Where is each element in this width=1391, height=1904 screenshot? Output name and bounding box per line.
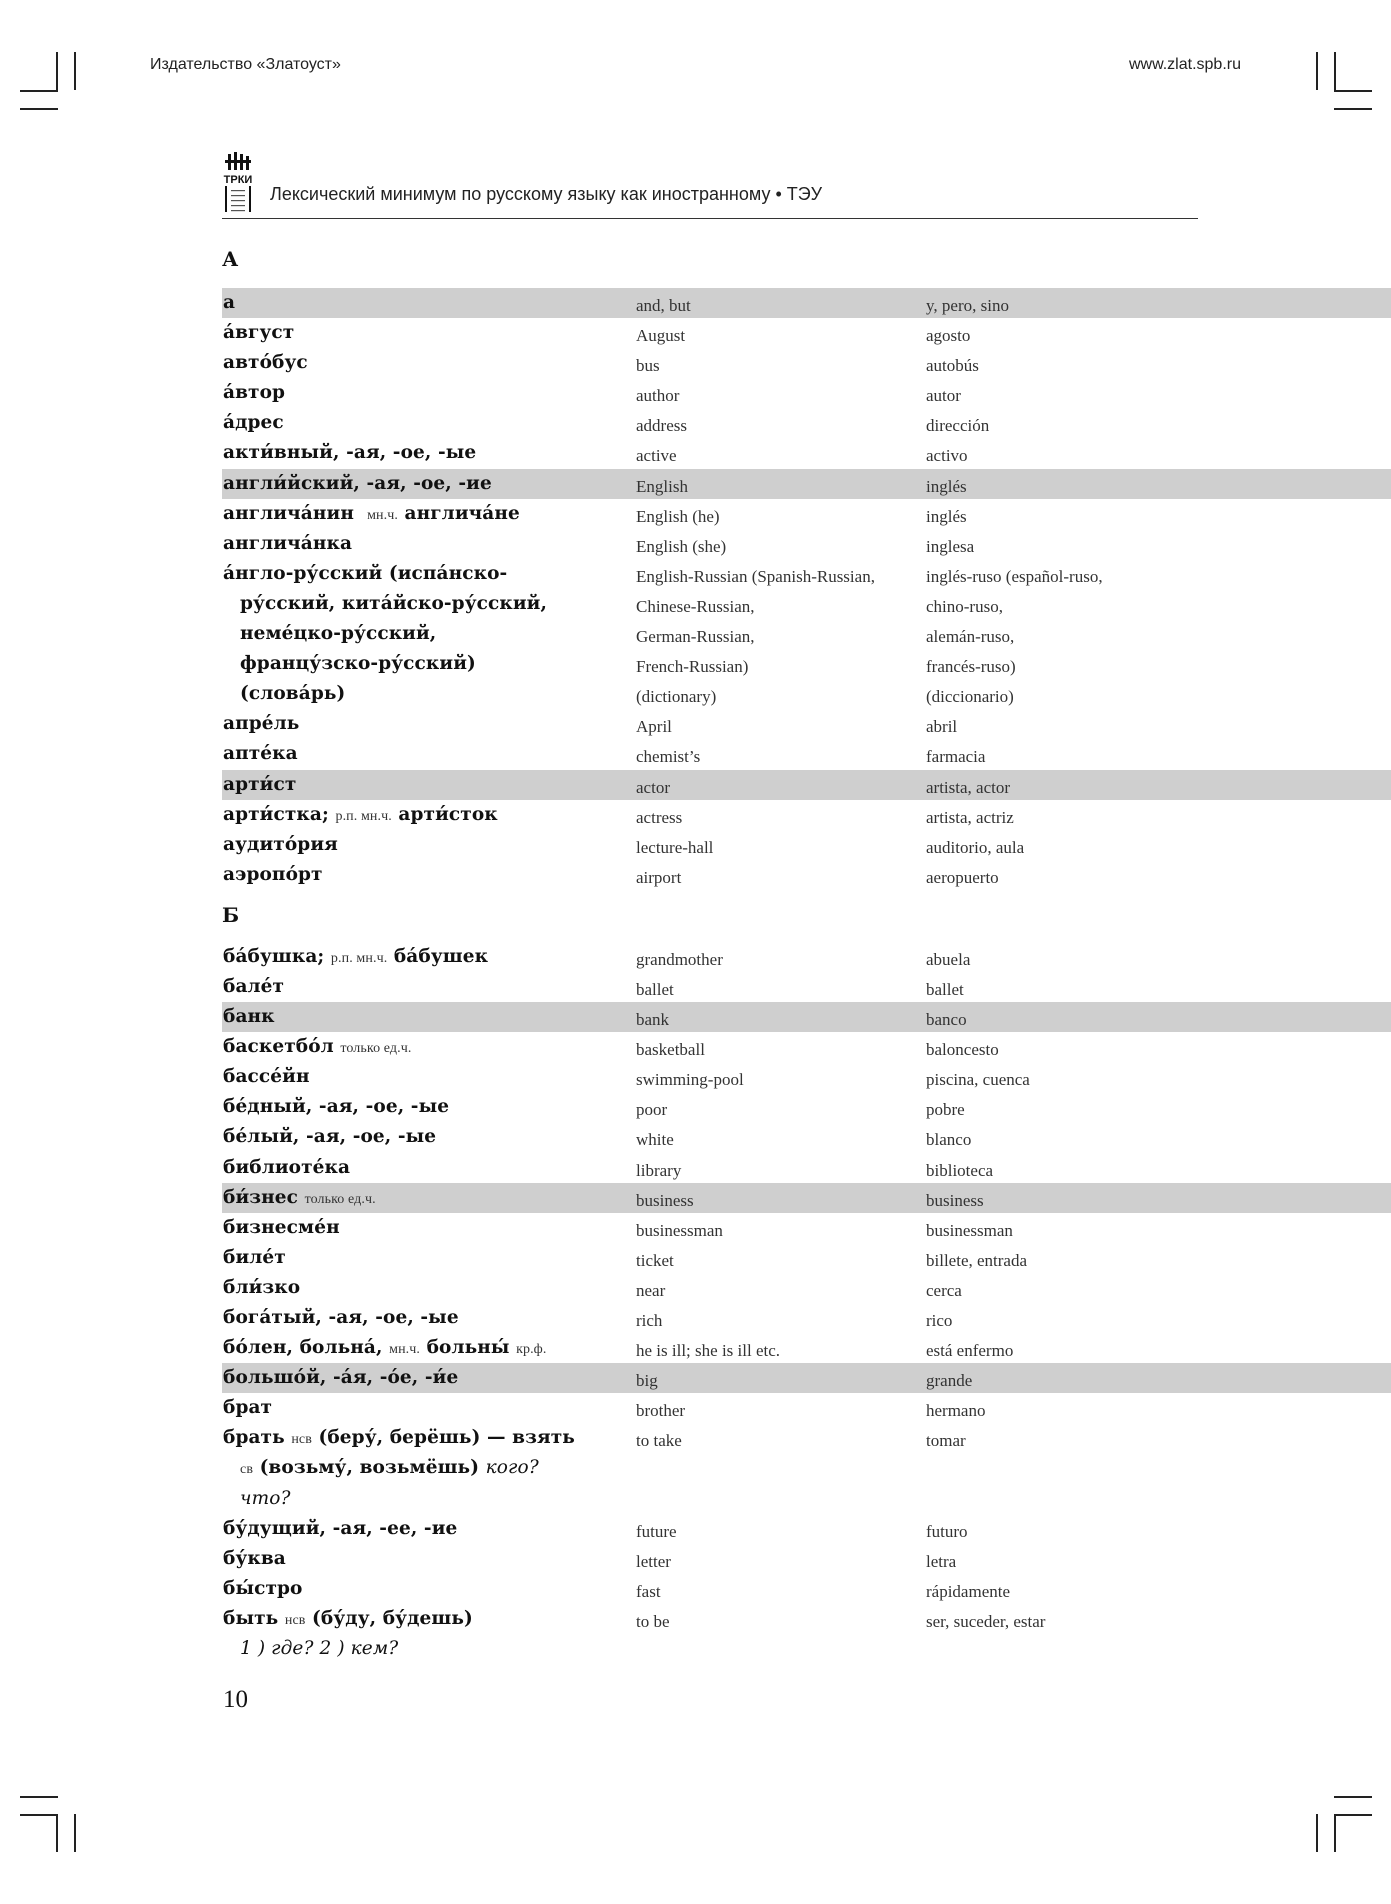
russian-word: апте́ка	[223, 743, 298, 765]
grammar-note: нсв	[291, 1432, 312, 1448]
russian-word: а́нгло-ру́сский (испа́нско-	[223, 562, 508, 584]
russian-word: баскетбо́л только ед.ч.	[223, 1036, 412, 1058]
table-row	[222, 1213, 1391, 1243]
russian-word: бы́стро	[223, 1577, 303, 1599]
spanish-translation: letra	[926, 1551, 957, 1571]
question-word: кого?	[485, 1457, 539, 1479]
russian-word: ба́бушка; р.п. мн.ч. ба́бушек	[223, 945, 489, 967]
crop-mark	[20, 90, 58, 92]
english-translation: English (she)	[636, 536, 727, 556]
spanish-translation: pobre	[926, 1100, 965, 1120]
english-translation: brother	[636, 1401, 686, 1421]
english-translation: English	[636, 476, 688, 496]
spanish-translation: baloncesto	[926, 1040, 999, 1060]
table-row	[222, 1634, 1391, 1664]
russian-word: бе́дный, -ая, -ое, -ые	[223, 1096, 450, 1118]
spanish-translation: tomar	[926, 1431, 966, 1451]
spanish-translation: farmacia	[926, 747, 986, 767]
crop-mark	[20, 108, 58, 110]
table-row	[222, 619, 1391, 649]
spanish-translation: piscina, cuenca	[926, 1070, 1030, 1090]
russian-word: брать нсв (беру́, берёшь) — взять	[223, 1427, 575, 1449]
english-translation: ticket	[636, 1250, 674, 1270]
table-row	[222, 739, 1391, 769]
spanish-translation: inglés	[926, 506, 967, 526]
crop-mark	[20, 1796, 58, 1798]
russian-word: арти́стка; р.п. мн.ч. арти́сток	[223, 803, 498, 825]
english-translation: active	[636, 446, 677, 466]
spanish-translation: businessman	[926, 1220, 1013, 1240]
grammar-note: только ед.ч.	[304, 1191, 376, 1207]
table-row	[222, 499, 1391, 529]
table-row	[222, 1514, 1391, 1544]
russian-word: аэропо́рт	[223, 863, 323, 885]
spanish-translation: artista, actriz	[926, 807, 1014, 827]
section-letter-b: Б	[222, 902, 240, 927]
spanish-translation: rico	[926, 1311, 953, 1330]
grammar-note: р.п. мн.ч.	[335, 808, 392, 824]
russian-word: (слова́рь)	[240, 683, 346, 705]
spanish-translation: artista, actor	[926, 777, 1011, 797]
table-row	[222, 709, 1391, 739]
english-translation: airport	[636, 867, 682, 887]
book-title: Лексический минимум по русскому языку как иностранному • ТЭУ	[270, 184, 823, 204]
russian-word: бассе́йн	[223, 1066, 310, 1088]
spanish-translation: cerca	[926, 1280, 962, 1300]
table-row	[222, 1153, 1391, 1183]
spanish-translation: biblioteca	[926, 1160, 994, 1180]
logo-text: ТРКИ	[223, 174, 253, 186]
spanish-translation: (diccionario)	[926, 687, 1014, 707]
crop-mark	[1334, 1814, 1372, 1816]
english-translation: chemist’s	[636, 747, 701, 767]
grammar-note: только ед.ч.	[340, 1041, 412, 1057]
russian-word: бога́тый, -ая, -ое, -ые	[223, 1307, 459, 1328]
russian-word: би́знес только ед.ч.	[223, 1186, 376, 1208]
spanish-translation: está enfermo	[926, 1341, 1014, 1361]
russian-word: св (возьму́, возьмёшь) кого?	[240, 1457, 539, 1479]
table-row	[222, 1453, 1391, 1483]
spanish-translation: ser, suceder, estar	[926, 1611, 1046, 1631]
table-row	[222, 800, 1391, 830]
spanish-translation: auditorio, aula	[926, 837, 1025, 857]
table-row	[222, 1574, 1391, 1604]
table-row	[222, 469, 1391, 499]
english-translation: grandmother	[636, 949, 723, 969]
russian-word: ру́сский, кита́йско-ру́сский,	[240, 592, 548, 614]
spanish-translation: rápidamente	[926, 1581, 1011, 1601]
english-translation: near	[636, 1280, 666, 1300]
spanish-translation: blanco	[926, 1130, 972, 1150]
russian-word: бе́лый, -ая, -ое, -ые	[223, 1126, 437, 1148]
english-translation: (dictionary)	[636, 687, 717, 707]
english-translation: ballet	[636, 979, 674, 999]
spanish-translation: grande	[926, 1371, 973, 1391]
english-translation: April	[636, 717, 672, 737]
table-row	[222, 1393, 1391, 1423]
english-translation: bank	[636, 1010, 670, 1030]
section-letter-a: А	[222, 247, 239, 271]
english-translation: to be	[636, 1611, 670, 1631]
spanish-translation: chino-ruso,	[926, 596, 1003, 616]
spanish-translation: futuro	[926, 1521, 968, 1541]
english-translation: and, but	[636, 296, 691, 315]
spanish-translation: aeropuerto	[926, 867, 999, 887]
spanish-translation: inglés	[926, 476, 967, 496]
table-row	[222, 942, 1391, 972]
russian-word: банк	[223, 1006, 275, 1028]
russian-word: бизнесме́н	[223, 1216, 340, 1238]
spanish-translation: autor	[926, 386, 961, 406]
trki-logo-icon	[222, 152, 254, 214]
english-translation: German-Russian,	[636, 627, 755, 647]
russian-word: библиоте́ка	[223, 1156, 351, 1178]
grammar-note: св	[240, 1462, 254, 1478]
russian-word: большо́й, -а́я, -о́е, -и́е	[223, 1367, 459, 1389]
english-translation: August	[636, 326, 686, 346]
russian-word: францу́зско-ру́сский)	[240, 653, 476, 675]
english-translation: English (he)	[636, 506, 720, 526]
spanish-translation: ballet	[926, 979, 964, 999]
english-translation: Chinese-Russian,	[636, 596, 755, 616]
table-row	[222, 1544, 1391, 1574]
english-translation: letter	[636, 1551, 671, 1571]
english-translation: bus	[636, 356, 660, 376]
english-translation: swimming-pool	[636, 1070, 744, 1090]
english-translation: fast	[636, 1581, 661, 1601]
table-row	[222, 408, 1391, 438]
english-translation: to take	[636, 1431, 682, 1451]
english-translation: future	[636, 1521, 677, 1541]
page-number: 10	[223, 1686, 248, 1713]
english-translation: author	[636, 386, 680, 406]
crop-mark	[1316, 52, 1318, 90]
spanish-translation: business	[926, 1190, 984, 1210]
table-row	[222, 378, 1391, 408]
russian-word: арти́ст	[223, 773, 297, 795]
english-translation: rich	[636, 1311, 663, 1330]
english-translation: French-Russian)	[636, 657, 749, 677]
spanish-translation: banco	[926, 1010, 967, 1030]
russian-word: а́втор	[223, 382, 286, 404]
table-row	[222, 1484, 1391, 1514]
russian-word: акти́вный, -ая, -ое, -ые	[223, 442, 477, 464]
table-row	[222, 649, 1391, 679]
table-row	[222, 348, 1391, 378]
crop-mark	[56, 1814, 58, 1852]
english-translation: English-Russian (Spanish-Russian,	[636, 566, 875, 586]
table-row	[222, 679, 1391, 709]
table-row	[222, 1183, 1391, 1213]
table-row	[222, 529, 1391, 559]
russian-word: а	[223, 292, 236, 313]
table-row	[222, 1243, 1391, 1273]
english-translation: actor	[636, 777, 670, 797]
question-word: что?	[240, 1487, 291, 1509]
russian-word: бу́ква	[223, 1547, 286, 1569]
table-row	[222, 972, 1391, 1002]
table-row	[222, 1363, 1391, 1393]
publisher-website: www.zlat.spb.ru	[1128, 56, 1241, 73]
spanish-translation: abuela	[926, 949, 971, 969]
russian-word: бли́зко	[223, 1276, 301, 1298]
table-row	[222, 1423, 1391, 1453]
spanish-translation: hermano	[926, 1401, 986, 1421]
table-row	[222, 1273, 1391, 1303]
table-row	[222, 1032, 1391, 1062]
russian-word: англича́нин мн.ч. англича́не	[223, 502, 520, 524]
russian-word: аудито́рия	[223, 833, 338, 855]
spanish-translation: billete, entrada	[926, 1250, 1028, 1270]
table-row	[222, 1092, 1391, 1122]
spanish-translation: activo	[926, 446, 968, 466]
russian-word	[240, 1634, 650, 1664]
crop-mark	[1334, 108, 1372, 110]
spanish-translation: inglés-ruso (español-ruso,	[926, 566, 1103, 586]
spanish-translation: y, pero, sino	[926, 296, 1009, 315]
book-header	[222, 150, 1198, 219]
table-row	[222, 860, 1391, 890]
crop-mark	[56, 52, 58, 90]
english-translation: white	[636, 1130, 674, 1150]
crop-mark	[20, 1814, 58, 1816]
crop-mark	[1334, 52, 1336, 90]
english-translation: address	[636, 416, 687, 436]
russian-word: бу́дущий, -ая, -ее, -ие	[223, 1517, 458, 1539]
english-translation: lecture-hall	[636, 837, 714, 857]
english-translation: actress	[636, 807, 683, 827]
english-translation: poor	[636, 1100, 668, 1120]
grammar-note: р.п. мн.ч.	[330, 950, 388, 966]
spanish-translation: francés-ruso)	[926, 657, 1016, 677]
crop-mark	[74, 1814, 76, 1852]
table-row	[222, 288, 1391, 318]
spanish-translation: abril	[926, 717, 958, 737]
table-row	[222, 1002, 1391, 1032]
table-row	[222, 830, 1391, 860]
grammar-note: кр.ф.	[516, 1342, 547, 1358]
spanish-translation: dirección	[926, 416, 990, 436]
russian-word: бале́т	[223, 975, 285, 997]
russian-word: а́дрес	[223, 412, 284, 434]
english-translation: basketball	[636, 1040, 705, 1060]
spanish-translation: inglesa	[926, 536, 975, 556]
russian-word: англи́йский, -ая, -ое, -ие	[223, 472, 492, 494]
russian-word: неме́цко-ру́сский,	[240, 623, 437, 645]
russian-word: апре́ль	[223, 713, 300, 735]
grammar-note: нсв	[284, 1612, 306, 1628]
table-row	[222, 559, 1391, 589]
russian-word: брат	[223, 1397, 273, 1419]
table-row	[222, 1122, 1391, 1152]
table-row	[222, 1604, 1391, 1634]
english-translation: businessman	[636, 1220, 723, 1240]
spanish-translation: alemán-ruso,	[926, 627, 1015, 647]
table-row	[222, 589, 1391, 619]
crop-mark	[1316, 1814, 1318, 1852]
russian-word: биле́т	[223, 1246, 286, 1268]
publisher-name: Издательство «Златоуст»	[150, 56, 341, 73]
grammar-note: мн.ч.	[367, 507, 398, 523]
grammar-note: мн.ч.	[389, 1342, 421, 1358]
table-row	[222, 438, 1391, 468]
english-translation: big	[636, 1371, 658, 1391]
russian-word	[240, 1484, 650, 1514]
crop-mark	[74, 52, 76, 90]
vocabulary-list	[222, 240, 1391, 1664]
question-word: 1 ) где? 2 ) кем?	[240, 1638, 399, 1660]
russian-word: англича́нка	[223, 532, 353, 554]
english-translation: library	[636, 1160, 682, 1180]
russian-word: авто́бус	[223, 352, 308, 374]
table-row	[222, 1333, 1391, 1363]
table-row	[222, 318, 1391, 348]
russian-word: быть нсв (бу́ду, бу́дешь)	[223, 1607, 473, 1629]
table-row	[222, 770, 1391, 800]
crop-mark	[1334, 1814, 1336, 1852]
english-translation: business	[636, 1190, 694, 1210]
table-row	[222, 1303, 1391, 1333]
spanish-translation: autobús	[926, 356, 979, 376]
russian-word: бо́лен, больна́, мн.ч. больны́ кр.ф.	[223, 1337, 547, 1359]
english-translation: he is ill; she is ill etc.	[636, 1341, 781, 1361]
table-row	[222, 1062, 1391, 1092]
russian-word: а́вгуст	[223, 322, 295, 344]
crop-mark	[1334, 1796, 1372, 1798]
crop-mark	[1334, 90, 1372, 92]
spanish-translation: agosto	[926, 326, 971, 346]
